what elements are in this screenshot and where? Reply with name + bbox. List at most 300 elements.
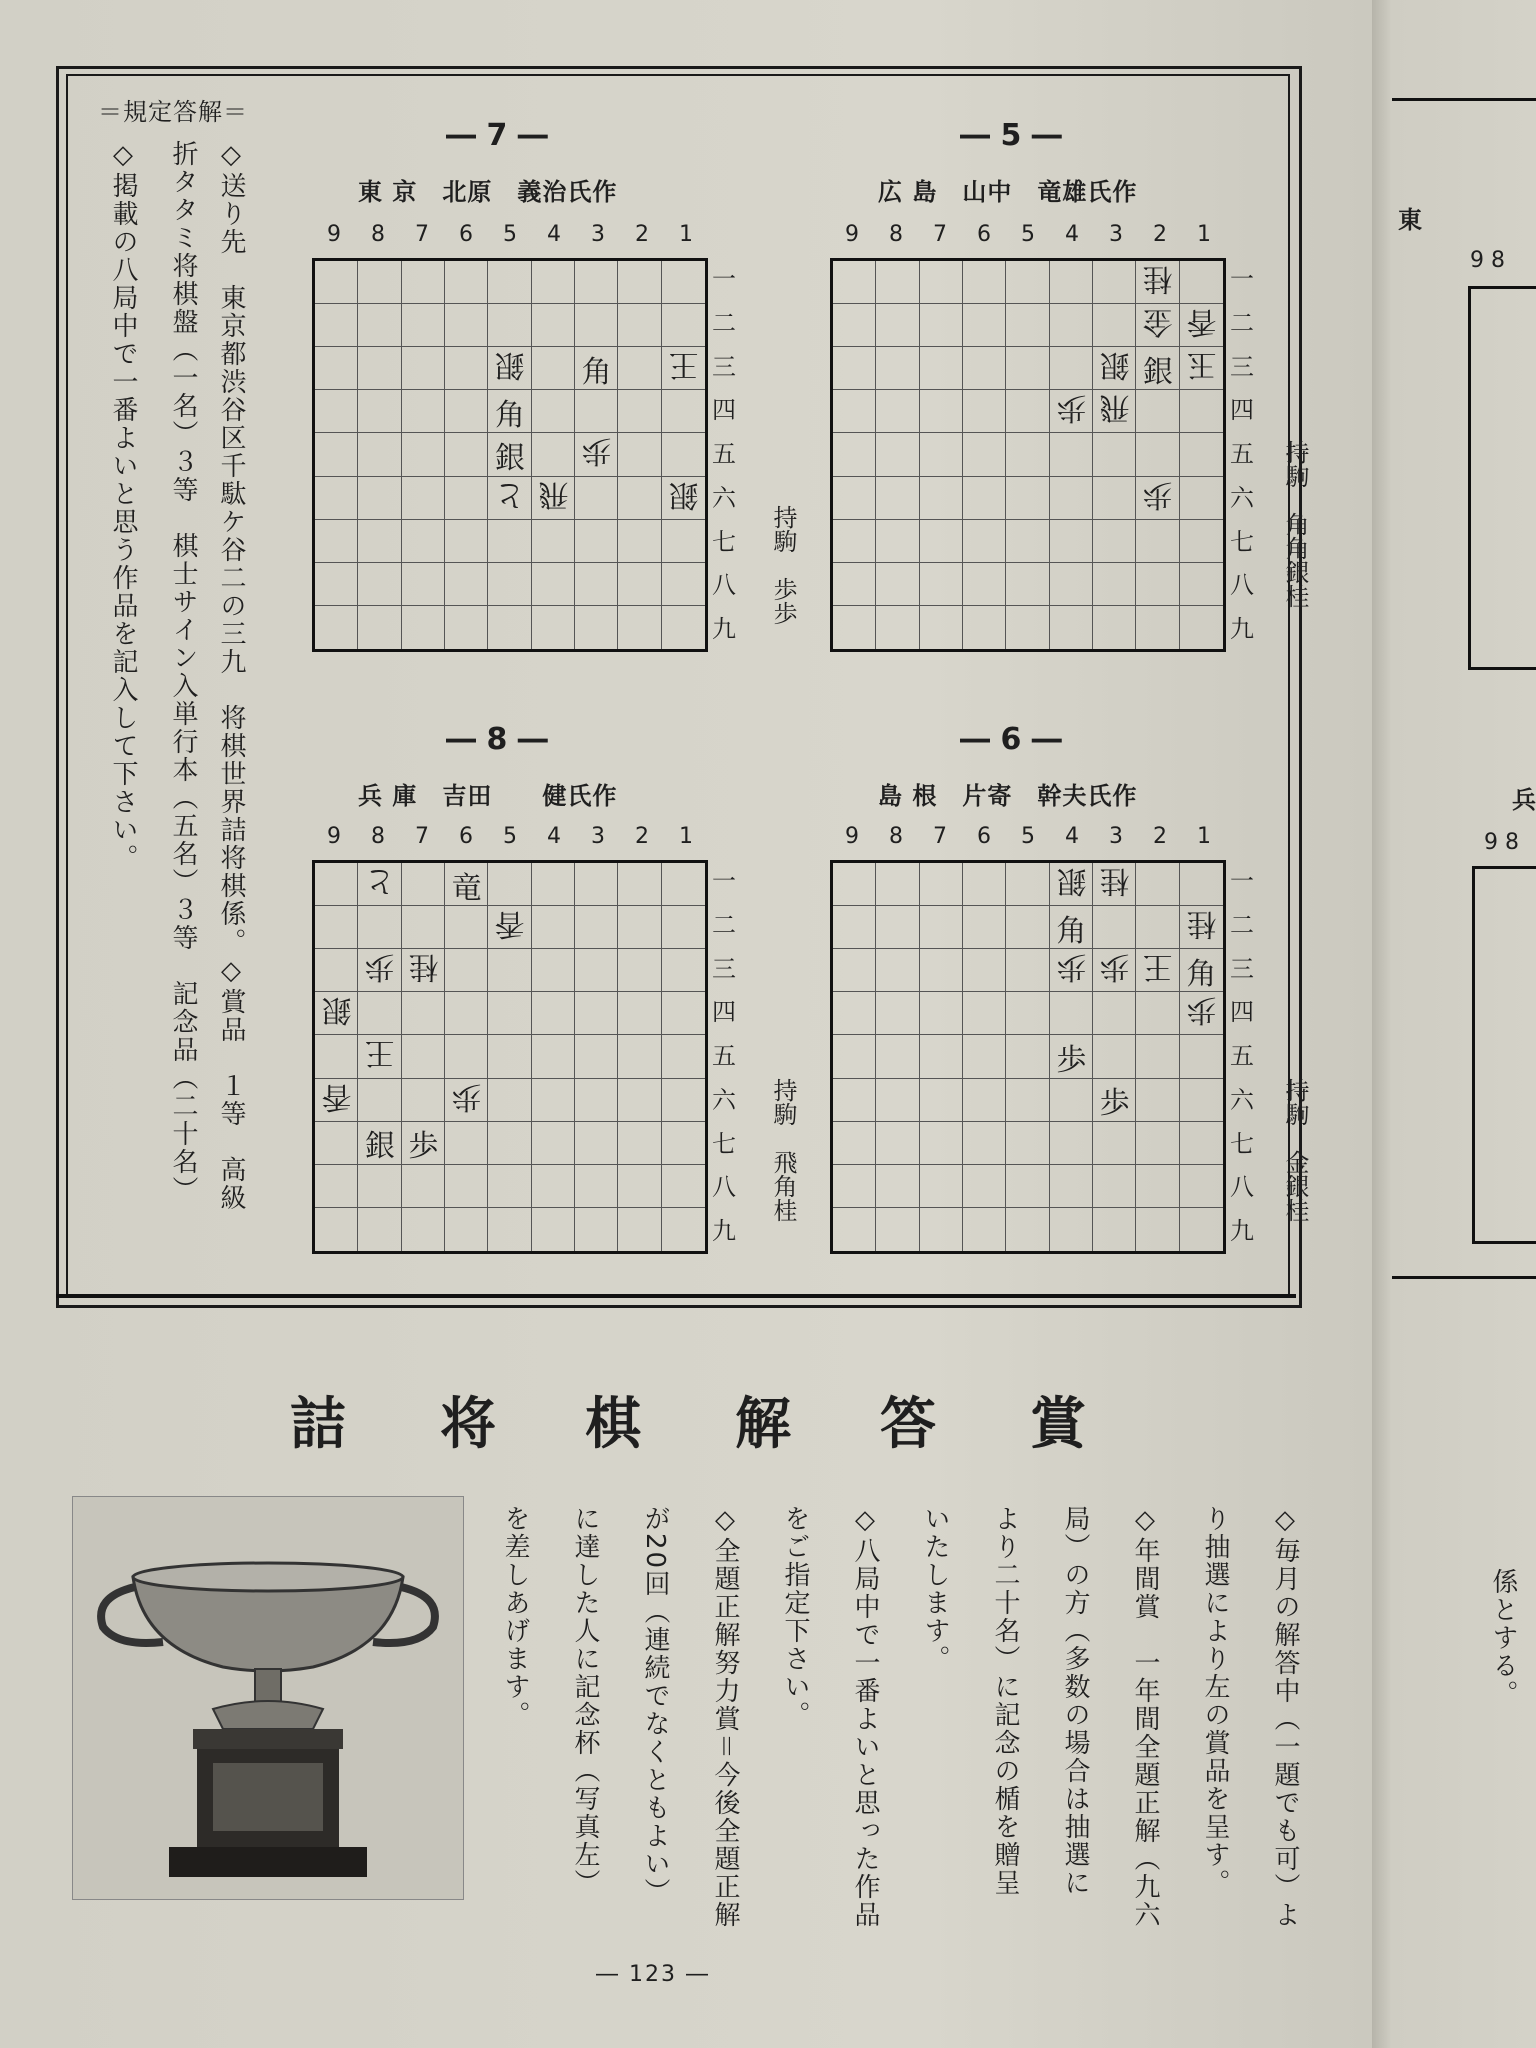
- board-square: [963, 433, 1006, 476]
- board-square: [445, 563, 488, 606]
- col-number: 9: [845, 222, 859, 247]
- col-number: 1: [679, 824, 693, 849]
- problem-8-number: ― 8 ―: [446, 722, 548, 757]
- board-square: [618, 1165, 661, 1208]
- problem-6-board: [830, 860, 1226, 1254]
- col-number: 9: [327, 824, 341, 849]
- shogi-piece: 歩: [408, 1129, 439, 1165]
- board-square: [618, 520, 661, 563]
- board-square: [662, 433, 705, 476]
- board-square: [662, 1035, 705, 1078]
- board-square: [402, 1165, 445, 1208]
- board-square: [618, 606, 661, 649]
- board-square: [315, 949, 358, 992]
- award-text-12: を差しあげます。: [500, 1505, 530, 1729]
- board-square: [445, 906, 488, 949]
- board-square: [1180, 1208, 1223, 1251]
- award-title-char-3: 棋: [585, 1392, 641, 1457]
- board-square: [1093, 261, 1136, 304]
- board-square: [963, 906, 1006, 949]
- shogi-piece: 桂: [408, 949, 439, 985]
- award-title-char-6: 賞: [1030, 1392, 1086, 1457]
- row-number: 八: [712, 571, 736, 600]
- board-square: [662, 992, 705, 1035]
- shogi-piece: 金: [1143, 304, 1173, 340]
- board-square: [920, 949, 963, 992]
- board-square: [1180, 261, 1223, 304]
- board-square: [488, 1208, 531, 1251]
- row-number: 五: [1230, 1042, 1254, 1071]
- row-number: 二: [1230, 308, 1254, 337]
- board-square: [488, 1079, 531, 1122]
- board-square: [1093, 304, 1136, 347]
- board-square: [488, 949, 531, 992]
- board-square: [1093, 433, 1136, 476]
- col-number: 4: [547, 222, 561, 247]
- board-square: [920, 347, 963, 390]
- board-square: [488, 563, 531, 606]
- board-square: [618, 1122, 661, 1165]
- board-square: [402, 304, 445, 347]
- board-square: [402, 477, 445, 520]
- shogi-piece: 歩: [1186, 992, 1217, 1028]
- shogi-piece: 王: [365, 1035, 395, 1071]
- board-square: [1136, 1035, 1179, 1078]
- award-text-7: ◇八局中で一番よいと思った作品: [850, 1505, 880, 1929]
- award-text-8: をご指定下さい。: [780, 1505, 810, 1729]
- award-title-char-5: 答: [880, 1392, 936, 1457]
- problem-7-author: 東 京 北原 義治氏作: [358, 178, 618, 206]
- next-page-text-2: 兵: [1512, 786, 1536, 814]
- col-number: 7: [933, 824, 947, 849]
- col-number: 5: [1021, 824, 1035, 849]
- award-title-char-4: 解: [735, 1392, 791, 1457]
- row-number: 二: [712, 308, 736, 337]
- board-square: [618, 1079, 661, 1122]
- board-square: [575, 949, 618, 992]
- board-square: [1006, 477, 1049, 520]
- board-square: [575, 304, 618, 347]
- board-square: [963, 992, 1006, 1035]
- shogi-piece: 銀: [1056, 863, 1087, 899]
- problem-5-col-numbers: [830, 222, 1226, 247]
- trophy-icon: [73, 1497, 463, 1899]
- problem-5-number: ― 5 ―: [960, 118, 1062, 153]
- row-number: 七: [712, 1129, 736, 1158]
- shogi-piece: 銀: [1142, 354, 1173, 390]
- award-text-4: 局）の方（多数の場合は抽選に: [1060, 1505, 1090, 1897]
- board-square: [402, 563, 445, 606]
- board-square: [1050, 1079, 1093, 1122]
- board-square: [1180, 1122, 1223, 1165]
- shogi-piece: と: [495, 477, 525, 513]
- mochigoma-pieces: 歩歩: [769, 577, 797, 625]
- row-number: 二: [712, 910, 736, 939]
- board-square: [315, 477, 358, 520]
- board-square: [920, 477, 963, 520]
- col-number: 8: [371, 222, 385, 247]
- board-square: [876, 563, 919, 606]
- board-square: [963, 261, 1006, 304]
- board-square: [575, 1165, 618, 1208]
- board-square: [963, 304, 1006, 347]
- col-number: 6: [459, 824, 473, 849]
- board-square: [963, 563, 1006, 606]
- board-square: [532, 863, 575, 906]
- board-square: [1093, 1208, 1136, 1251]
- board-square: [532, 1165, 575, 1208]
- row-number: 七: [712, 527, 736, 556]
- board-square: [445, 606, 488, 649]
- board-square: [1050, 520, 1093, 563]
- board-square: [445, 1165, 488, 1208]
- problem-8-row-numbers: [712, 860, 736, 1254]
- board-square: [833, 906, 876, 949]
- board-square: [575, 477, 618, 520]
- board-square: [1006, 992, 1049, 1035]
- board-square: [488, 261, 531, 304]
- board-square: [402, 261, 445, 304]
- board-square: [876, 304, 919, 347]
- board-square: [1093, 563, 1136, 606]
- board-square: [1050, 992, 1093, 1035]
- board-square: [575, 863, 618, 906]
- board-square: [920, 1208, 963, 1251]
- row-number: 六: [1230, 1085, 1254, 1114]
- shogi-piece: 歩: [1143, 477, 1173, 513]
- rules-line-2: 折タタミ将棋盤（一名）３等 棋士サイン入単行本（五名）３等 記念品（二十名）: [168, 140, 198, 1204]
- board-square: [1006, 906, 1049, 949]
- row-number: 一: [1230, 867, 1254, 895]
- board-square: [358, 304, 401, 347]
- board-square: [833, 1208, 876, 1251]
- problem-7-mochigoma: [766, 505, 801, 625]
- board-square: [488, 1035, 531, 1078]
- board-square: [618, 906, 661, 949]
- col-number: 1: [679, 222, 693, 247]
- board-square: [402, 992, 445, 1035]
- board-square: [315, 906, 358, 949]
- award-text-1: ◇毎月の解答中（一題でも可）よ: [1270, 1505, 1300, 1929]
- board-square: [1180, 1165, 1223, 1208]
- row-number: 九: [712, 615, 736, 644]
- shogi-piece: 桂: [1186, 906, 1217, 942]
- row-number: 三: [1230, 352, 1254, 381]
- board-square: [920, 992, 963, 1035]
- col-number: 6: [977, 824, 991, 849]
- page-number: ― 123 ―: [596, 1962, 710, 1987]
- board-square: [833, 563, 876, 606]
- row-number: 六: [1230, 483, 1254, 512]
- col-number: 8: [889, 824, 903, 849]
- board-square: [315, 1208, 358, 1251]
- board-square: [1050, 433, 1093, 476]
- board-square: [358, 520, 401, 563]
- board-square: [445, 261, 488, 304]
- board-square: [532, 520, 575, 563]
- board-square: [876, 949, 919, 992]
- board-square: [876, 1035, 919, 1078]
- board-square: [1180, 477, 1223, 520]
- shogi-piece: 王: [1143, 949, 1173, 985]
- board-square: [1006, 347, 1049, 390]
- board-square: [358, 477, 401, 520]
- row-number: 七: [1230, 1129, 1254, 1158]
- shogi-piece: 飛: [538, 477, 569, 513]
- board-square: [1136, 1079, 1179, 1122]
- board-square: [402, 433, 445, 476]
- board-square: [618, 347, 661, 390]
- board-square: [662, 1079, 705, 1122]
- shogi-piece: 香: [321, 1079, 352, 1115]
- problem-5-mochigoma: [1278, 440, 1313, 608]
- board-square: [532, 906, 575, 949]
- board-square: [1136, 1208, 1179, 1251]
- board-square: [1136, 1165, 1179, 1208]
- board-square: [1180, 433, 1223, 476]
- next-page-edge: [1372, 0, 1536, 2048]
- col-number: 3: [1109, 824, 1123, 849]
- board-square: [1050, 1122, 1093, 1165]
- board-square: [532, 261, 575, 304]
- board-square: [445, 477, 488, 520]
- board-square: [315, 261, 358, 304]
- board-square: [445, 390, 488, 433]
- board-square: [920, 863, 963, 906]
- shogi-piece: 銀: [495, 347, 525, 383]
- award-title-char-1: 詰: [290, 1392, 346, 1457]
- board-square: [1050, 563, 1093, 606]
- shogi-piece: 王: [668, 347, 699, 383]
- board-square: [920, 1079, 963, 1122]
- board-square: [532, 949, 575, 992]
- board-square: [358, 992, 401, 1035]
- board-square: [575, 1079, 618, 1122]
- board-square: [920, 563, 963, 606]
- trophy-photo: [72, 1496, 464, 1900]
- board-square: [1093, 1122, 1136, 1165]
- board-square: [575, 390, 618, 433]
- board-square: [532, 1208, 575, 1251]
- problem-7-number: ― 7 ―: [446, 118, 548, 153]
- board-square: [963, 1122, 1006, 1165]
- award-text-6: いたします。: [920, 1505, 950, 1673]
- board-square: [1006, 1208, 1049, 1251]
- board-square: [488, 520, 531, 563]
- board-square: [833, 949, 876, 992]
- board-square: [402, 1079, 445, 1122]
- next-page-rule-2: [1392, 1276, 1536, 1279]
- board-square: [315, 863, 358, 906]
- board-square: [1136, 863, 1179, 906]
- board-square: [402, 1035, 445, 1078]
- board-square: [575, 563, 618, 606]
- board-square: [402, 520, 445, 563]
- board-square: [358, 347, 401, 390]
- shogi-piece: 歩: [581, 433, 612, 469]
- col-number: 5: [503, 824, 517, 849]
- shogi-piece: と: [365, 863, 395, 899]
- board-square: [315, 304, 358, 347]
- board-square: [315, 433, 358, 476]
- board-square: [920, 1122, 963, 1165]
- board-square: [358, 390, 401, 433]
- shogi-piece: 歩: [1056, 390, 1087, 426]
- col-number: 8: [889, 222, 903, 247]
- mochigoma-label: 持駒: [769, 1078, 797, 1126]
- shogi-piece: 銀: [668, 477, 699, 513]
- board-square: [618, 949, 661, 992]
- board-square: [1093, 477, 1136, 520]
- board-square: [1180, 520, 1223, 563]
- board-square: [445, 304, 488, 347]
- col-number: 9: [845, 824, 859, 849]
- board-square: [532, 390, 575, 433]
- row-number: 九: [712, 1217, 736, 1246]
- board-square: [402, 1208, 445, 1251]
- row-number: 八: [1230, 571, 1254, 600]
- board-square: [876, 992, 919, 1035]
- row-number: 七: [1230, 527, 1254, 556]
- board-square: [1136, 563, 1179, 606]
- board-square: [920, 1035, 963, 1078]
- board-square: [1006, 433, 1049, 476]
- problem-5-board: [830, 258, 1226, 652]
- row-number: 九: [1230, 1217, 1254, 1246]
- shogi-piece: 竜: [451, 870, 482, 906]
- award-text-5: より二十名）に記念の楯を贈呈: [990, 1505, 1020, 1897]
- shogi-piece: 歩: [1099, 1086, 1130, 1122]
- board-square: [833, 261, 876, 304]
- board-square: [1136, 992, 1179, 1035]
- board-square: [488, 863, 531, 906]
- award-text-9: ◇全題正解努力賞＝今後全題正解: [710, 1505, 740, 1930]
- board-square: [358, 906, 401, 949]
- board-square: [662, 1122, 705, 1165]
- problem-8-board: [312, 860, 708, 1254]
- board-square: [1050, 261, 1093, 304]
- board-square: [662, 606, 705, 649]
- problem-6-author: 島 根 片寄 幹夫氏作: [878, 782, 1138, 810]
- board-square: [963, 606, 1006, 649]
- board-square: [402, 606, 445, 649]
- shogi-piece: 歩: [365, 949, 395, 985]
- problem-7-row-numbers: [712, 258, 736, 652]
- row-number: 八: [1230, 1173, 1254, 1202]
- shogi-piece: 桂: [1143, 261, 1173, 297]
- board-square: [1180, 863, 1223, 906]
- shogi-piece: 歩: [1099, 949, 1130, 985]
- board-square: [833, 304, 876, 347]
- award-text-11: に達した人に記念杯（写真左）: [570, 1505, 600, 1897]
- board-square: [1006, 261, 1049, 304]
- board-square: [532, 563, 575, 606]
- board-square: [876, 390, 919, 433]
- board-square: [876, 906, 919, 949]
- board-square: [833, 1079, 876, 1122]
- board-square: [532, 433, 575, 476]
- board-square: [963, 863, 1006, 906]
- board-square: [963, 1035, 1006, 1078]
- rules-line-1: ◇送り先 東京都渋谷区千駄ケ谷二の三九 将棋世界詰将棋係。◇賞品 １等 高級: [216, 140, 246, 1212]
- col-number: 3: [591, 222, 605, 247]
- next-page-board-1: [1468, 286, 1536, 670]
- col-number: 4: [1065, 222, 1079, 247]
- col-number: 2: [635, 824, 649, 849]
- board-square: [315, 1122, 358, 1165]
- board-square: [876, 477, 919, 520]
- board-square: [662, 520, 705, 563]
- board-square: [876, 1208, 919, 1251]
- board-square: [575, 1035, 618, 1078]
- row-number: 六: [712, 1085, 736, 1114]
- board-square: [833, 863, 876, 906]
- row-number: 五: [1230, 440, 1254, 469]
- board-square: [445, 992, 488, 1035]
- row-number: 四: [712, 396, 736, 425]
- board-square: [1050, 304, 1093, 347]
- award-text-10: が20回（連続でなくともよい）: [640, 1505, 670, 1907]
- board-square: [532, 347, 575, 390]
- board-square: [963, 520, 1006, 563]
- board-square: [358, 261, 401, 304]
- board-square: [1093, 1035, 1136, 1078]
- board-square: [445, 347, 488, 390]
- shogi-piece: 銀: [494, 441, 525, 476]
- board-square: [445, 1035, 488, 1078]
- board-square: [1050, 347, 1093, 390]
- board-square: [445, 520, 488, 563]
- board-square: [833, 1122, 876, 1165]
- board-square: [833, 433, 876, 476]
- col-number: 4: [1065, 824, 1079, 849]
- row-number: 四: [712, 998, 736, 1027]
- next-page-cols-2: 9 8: [1484, 830, 1519, 855]
- board-square: [488, 1122, 531, 1165]
- row-number: 四: [1230, 998, 1254, 1027]
- shogi-piece: 歩: [451, 1079, 482, 1115]
- board-square: [1180, 1035, 1223, 1078]
- board-square: [532, 1035, 575, 1078]
- col-number: 1: [1197, 222, 1211, 247]
- board-square: [402, 390, 445, 433]
- row-number: 三: [1230, 954, 1254, 983]
- shogi-piece: 角: [494, 397, 525, 433]
- row-number: 六: [712, 483, 736, 512]
- shogi-piece: 歩: [1056, 1043, 1087, 1078]
- problem-8-mochigoma: [766, 1078, 801, 1222]
- col-number: 7: [415, 824, 429, 849]
- board-square: [1050, 1208, 1093, 1251]
- board-square: [920, 390, 963, 433]
- board-square: [876, 863, 919, 906]
- board-square: [1180, 1079, 1223, 1122]
- board-square: [876, 606, 919, 649]
- col-number: 9: [327, 222, 341, 247]
- shogi-piece: 角: [1186, 956, 1217, 992]
- board-square: [1050, 606, 1093, 649]
- board-square: [662, 863, 705, 906]
- board-square: [662, 304, 705, 347]
- shogi-piece: 桂: [1099, 863, 1130, 899]
- col-number: 2: [1153, 222, 1167, 247]
- col-number: 7: [933, 222, 947, 247]
- board-square: [315, 563, 358, 606]
- next-page-board-2: [1472, 866, 1536, 1244]
- row-number: 四: [1230, 396, 1254, 425]
- board-square: [833, 1035, 876, 1078]
- board-square: [358, 1079, 401, 1122]
